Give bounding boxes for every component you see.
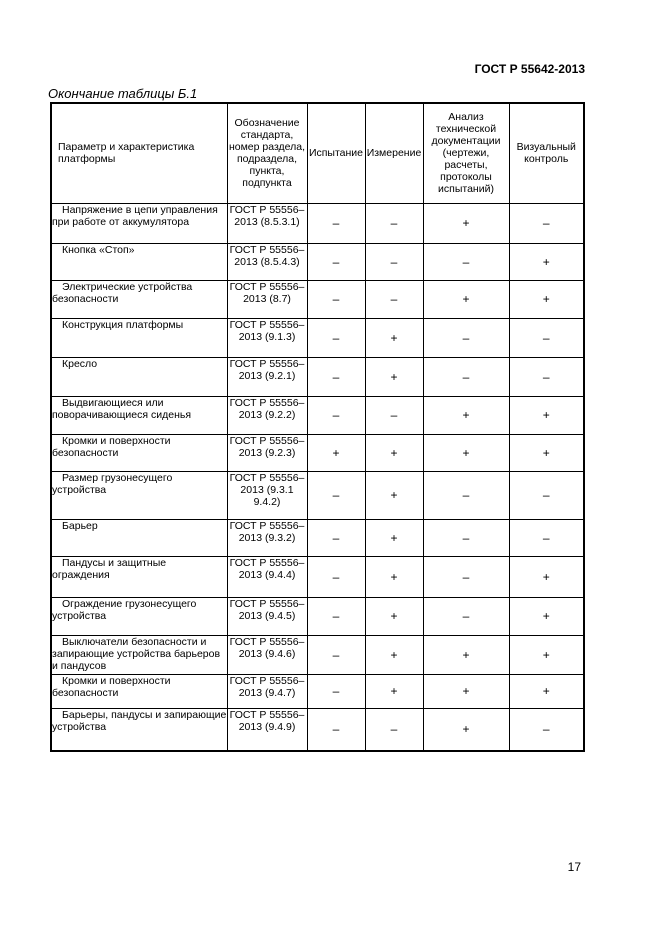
visual-control-mark: + [509,635,584,674]
standard-cell: ГОСТ Р 55556–2013 (9.3.2) [227,519,307,556]
measurement-mark: – [365,243,423,280]
doc-analysis-mark: + [423,708,509,751]
table-row [51,597,584,635]
table-row [51,280,584,318]
measurement-mark: + [365,471,423,519]
visual-control-mark: – [509,708,584,751]
visual-control-mark: – [509,471,584,519]
table-row [51,471,584,519]
table-row [51,434,584,471]
doc-analysis-mark: – [423,556,509,597]
standard-cell: ГОСТ Р 55556–2013 (8.5.3.1) [227,203,307,243]
conformity-table [50,102,585,752]
visual-control-mark: + [509,597,584,635]
test-mark: – [307,243,365,280]
parameter-cell [51,243,227,280]
standard-cell: ГОСТ Р 55556–2013 (9.2.2) [227,396,307,434]
measurement-mark: – [365,203,423,243]
standard-number: ГОСТ Р 55642-2013 [474,62,585,76]
parameter-text: Барьеры, пандусы и запирающие устройства [52,708,227,733]
measurement-mark: + [365,357,423,396]
test-mark: – [307,597,365,635]
doc-analysis-mark: – [423,471,509,519]
parameter-cell [51,318,227,357]
parameter-cell [51,519,227,556]
parameter-text: Электрические устройства безопасности [52,280,193,305]
parameter-text: Ограждение грузонесущего устройства [52,597,197,622]
page-number: 17 [567,860,581,874]
table-row [51,318,584,357]
standard-cell: ГОСТ Р 55556–2013 (9.3.1 9.4.2) [227,471,307,519]
visual-control-mark: + [509,280,584,318]
table-row [51,708,584,751]
doc-analysis-mark: – [423,318,509,357]
test-mark: – [307,708,365,751]
parameter-cell [51,396,227,434]
table-row [51,243,584,280]
measurement-mark: + [365,635,423,674]
parameter-text: Выдвигающиеся или поворачивающиеся сиденья [52,396,192,421]
doc-analysis-mark: + [423,674,509,708]
parameter-cell [51,203,227,243]
visual-control-mark: – [509,357,584,396]
test-mark: + [307,434,365,471]
col-header-standard: Обозначение стандарта, номер раздела, подраздела, пункта, подпункта [227,103,307,203]
measurement-mark: + [365,434,423,471]
test-mark: – [307,280,365,318]
parameter-cell [51,357,227,396]
doc-analysis-mark: – [423,243,509,280]
measurement-mark: – [365,280,423,318]
test-mark: – [307,674,365,708]
test-mark: – [307,357,365,396]
test-mark: – [307,471,365,519]
standard-cell: ГОСТ Р 55556–2013 (9.4.9) [227,708,307,751]
table-row [51,635,584,674]
test-mark: – [307,519,365,556]
parameter-cell [51,556,227,597]
parameter-text: Конструкция платформы [62,318,184,331]
parameter-text: Пандусы и защитные ограждения [52,556,167,581]
test-mark: – [307,556,365,597]
table-row [51,396,584,434]
measurement-mark: + [365,597,423,635]
table-row [51,357,584,396]
measurement-mark: + [365,674,423,708]
table-row [51,556,584,597]
col-header-parameter: Параметр и характеристика платформы [51,103,227,203]
standard-cell: ГОСТ Р 55556–2013 (9.4.7) [227,674,307,708]
visual-control-mark: – [509,519,584,556]
visual-control-mark: + [509,434,584,471]
measurement-mark: – [365,708,423,751]
standard-cell: ГОСТ Р 55556–2013 (9.1.3) [227,318,307,357]
test-mark: – [307,318,365,357]
visual-control-mark: + [509,674,584,708]
standard-cell: ГОСТ Р 55556–2013 (8.5.4.3) [227,243,307,280]
parameter-cell [51,471,227,519]
test-mark: – [307,203,365,243]
parameter-cell [51,597,227,635]
doc-analysis-mark: + [423,635,509,674]
measurement-mark: + [365,519,423,556]
doc-analysis-mark: – [423,519,509,556]
doc-analysis-mark: – [423,357,509,396]
doc-analysis-mark: + [423,396,509,434]
visual-control-mark: + [509,396,584,434]
col-header-test: Испытание [307,103,365,203]
parameter-cell [51,674,227,708]
measurement-mark: – [365,396,423,434]
parameter-text: Размер грузонесущего устройства [52,471,173,496]
table-row [51,674,584,708]
parameter-cell [51,635,227,674]
standard-cell: ГОСТ Р 55556–2013 (9.4.6) [227,635,307,674]
table-caption: Окончание таблицы Б.1 [48,86,198,101]
standard-cell: ГОСТ Р 55556–2013 (9.4.5) [227,597,307,635]
parameter-text: Кнопка «Стоп» [62,243,135,256]
visual-control-mark: – [509,318,584,357]
standard-cell: ГОСТ Р 55556–2013 (9.2.1) [227,357,307,396]
parameter-cell [51,708,227,751]
parameter-text: Барьер [62,519,98,532]
parameter-text: Кресло [62,357,98,370]
measurement-mark: + [365,556,423,597]
standard-cell: ГОСТ Р 55556–2013 (8.7) [227,280,307,318]
standard-cell: ГОСТ Р 55556–2013 (9.4.4) [227,556,307,597]
parameter-text: Кромки и поверхности безопасности [52,434,171,459]
table-header-row [51,103,584,203]
parameter-text: Напряжение в цепи управления при работе от аккумулятора [52,203,218,228]
col-header-measurement: Измерение [365,103,423,203]
col-header-doc-analysis: Анализ технической документации (чертежи, расчеты, протоколы испытаний) [423,103,509,203]
table-row [51,519,584,556]
doc-analysis-mark: + [423,434,509,471]
visual-control-mark: + [509,556,584,597]
parameter-text: Выключатели безопасности и запирающие устройства барьеров и пандусов [52,635,221,672]
table-row [51,203,584,243]
visual-control-mark: + [509,243,584,280]
parameter-text: Кромки и поверхности безопасности [52,674,171,699]
doc-analysis-mark: + [423,280,509,318]
standard-cell: ГОСТ Р 55556–2013 (9.2.3) [227,434,307,471]
parameter-cell [51,280,227,318]
col-header-visual-control: Визуальный контроль [509,103,584,203]
test-mark: – [307,396,365,434]
test-mark: – [307,635,365,674]
measurement-mark: + [365,318,423,357]
doc-analysis-mark: + [423,203,509,243]
visual-control-mark: – [509,203,584,243]
doc-analysis-mark: – [423,597,509,635]
parameter-cell [51,434,227,471]
